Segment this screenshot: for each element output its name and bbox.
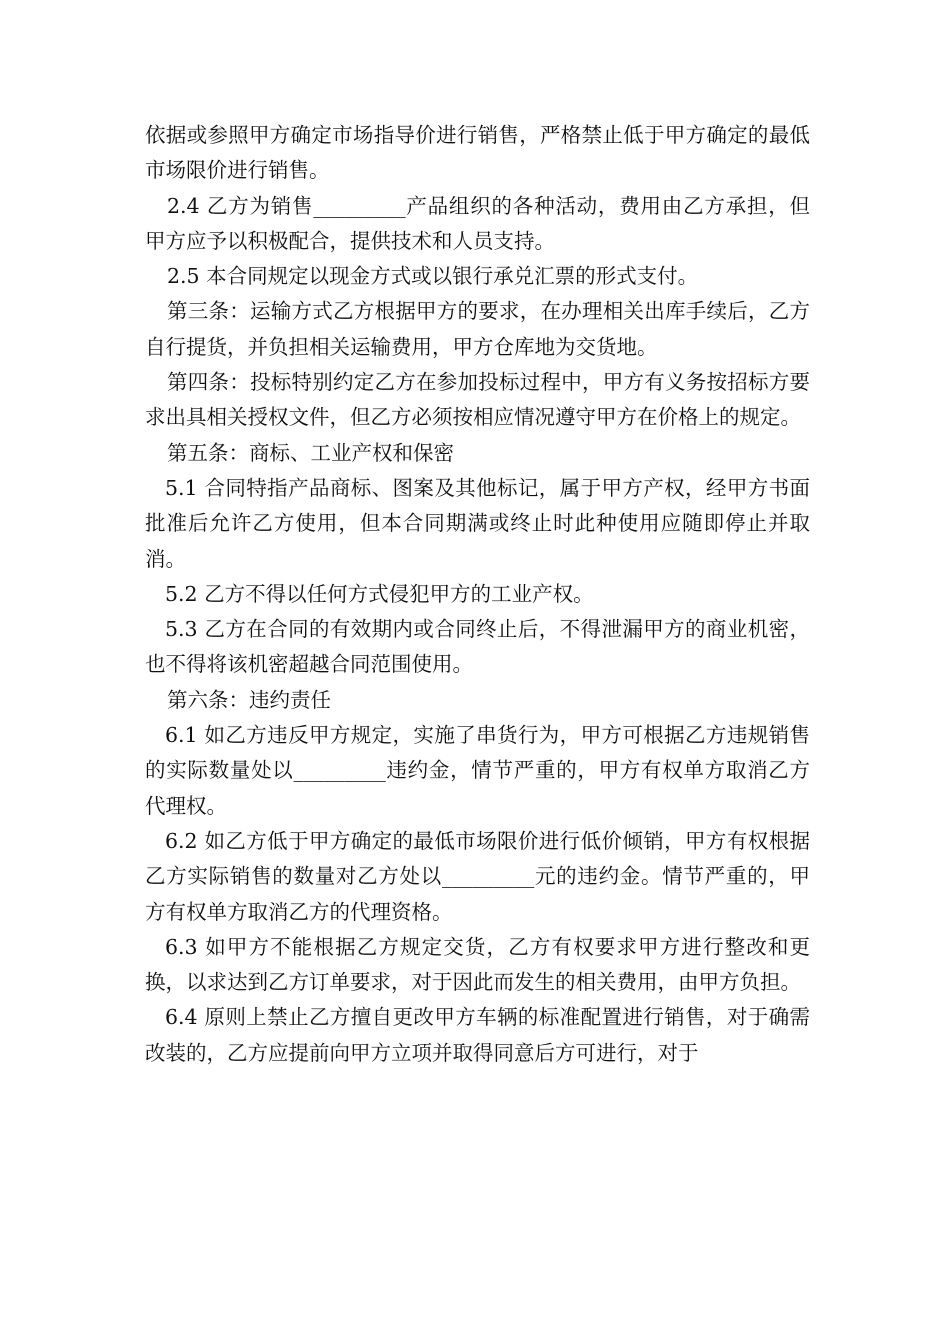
paragraph-2-5: 2.5 本合同规定以现金方式或以银行承兑汇票的形式支付。 <box>167 264 699 289</box>
paragraph-2-4: 2.4 乙方为销售_________产品组织的各种活动，费用由乙方承担，但甲方应予以积极配合，提供技术和人员支持。 <box>145 193 810 253</box>
paragraph-continuation: 依据或参照甲方确定市场指导价进行销售，严格禁止低于甲方确定的最低市场限价进行销售。 <box>145 123 810 183</box>
paragraph-article-4: 第四条：投标特别约定乙方在参加投标过程中，甲方有义务按招标方要求出具相关授权文件，但乙方必须按相应情况遵守甲方在价格上的规定。 <box>145 370 810 430</box>
paragraph-5-1: 5.1 合同特指产品商标、图案及其他标记，属于甲方产权，经甲方书面批准后允许乙方使用，但本合同期满或终止时此种使用应随即停止并取消。 <box>145 475 810 571</box>
paragraph-5-2: 5.2 乙方不得以任何方式侵犯甲方的工业产权。 <box>165 581 594 606</box>
paragraph-6-3: 6.3 如甲方不能根据乙方规定交货，乙方有权要求甲方进行整改和更换，以求达到乙方订单要求，对于因此而发生的相关费用，由甲方负担。 <box>145 934 810 995</box>
paragraph-5-3: 5.3 乙方在合同的有效期内或合同终止后，不得泄漏甲方的商业机密，也不得将该机密超越合同范围使用。 <box>145 617 810 677</box>
paragraph-6-1: 6.1 如乙方违反甲方规定，实施了串货行为，甲方可根据乙方违规销售的实际数量处以_________违约金，情节严重的，甲方有权单方取消乙方代理权。 <box>145 723 810 818</box>
heading-article-5: 第五条：商标、工业产权和保密 <box>167 440 454 465</box>
paragraph-6-2: 6.2 如乙方低于甲方确定的最低市场限价进行低价倾销，甲方有权根据乙方实际销售的数量对乙方处以_________元的违约金。情节严重的，甲方有权单方取消乙方的代理资格。 <box>145 828 810 924</box>
heading-article-6: 第六条：违约责任 <box>167 687 331 712</box>
paragraph-article-3: 第三条：运输方式乙方根据甲方的要求，在办理相关出库手续后，乙方自行提货，并负担相关运输费用，甲方仓库地为交货地。 <box>145 299 810 359</box>
paragraph-6-4: 6.4 原则上禁止乙方擅自更改甲方车辆的标准配置进行销售，对于确需改装的，乙方应提前向甲方立项并取得同意后方可进行，对于 <box>145 1005 810 1065</box>
document-body <box>145 118 810 1071</box>
